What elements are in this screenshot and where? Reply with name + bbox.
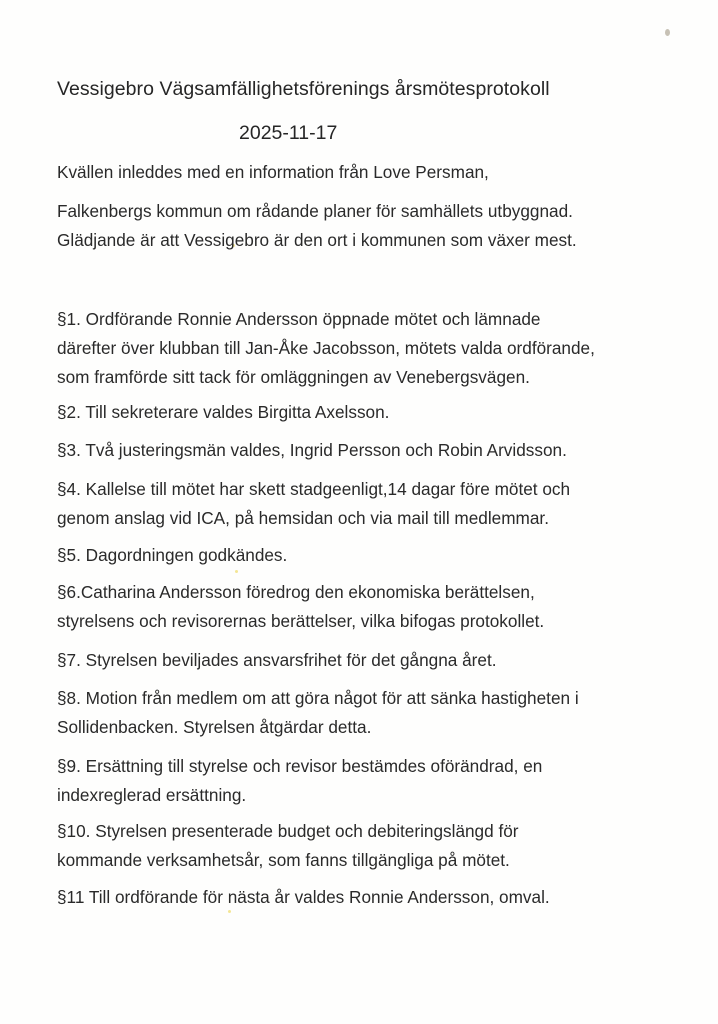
document-title: Vessigebro Vägsamfällighetsförenings årsmötesprotokoll xyxy=(57,78,550,100)
section-8-line: Sollidenbacken. Styrelsen åtgärdar detta. xyxy=(57,717,372,737)
section-9-line: indexreglerad ersättning. xyxy=(57,785,247,805)
section-1-line: därefter över klubban till Jan-Åke Jacobsson, mötets valda ordförande, xyxy=(57,338,595,358)
section-8-line: §8. Motion från medlem om att göra något för att sänka hastigheten i xyxy=(57,688,579,708)
section-10-line: kommande verksamhetsår, som fanns tillgängliga på mötet. xyxy=(57,850,510,870)
intro-line: Kvällen inleddes med en information från Love Persman, xyxy=(57,162,489,182)
section-4-line: §4. Kallelse till mötet har skett stadgeenligt,14 dagar före mötet och xyxy=(57,479,571,499)
intro-line: Falkenbergs kommun om rådande planer för samhällets utbyggnad. xyxy=(57,201,573,221)
scan-speck xyxy=(235,570,238,573)
scan-speck xyxy=(665,29,670,36)
section-4-line: genom anslag vid ICA, på hemsidan och via mail till medlemmar. xyxy=(57,508,549,528)
section-5-line: §5. Dagordningen godkändes. xyxy=(57,545,288,565)
section-7-line: §7. Styrelsen beviljades ansvarsfrihet för det gångna året. xyxy=(57,650,497,670)
section-1-line: som framförde sitt tack för omläggningen av Venebergsvägen. xyxy=(57,367,530,387)
document-date: 2025-11-17 xyxy=(239,122,338,144)
section-3-line: §3. Två justeringsmän valdes, Ingrid Persson och Robin Arvidsson. xyxy=(57,440,567,460)
section-2-line: §2. Till sekreterare valdes Birgitta Axelsson. xyxy=(57,402,390,422)
section-10-line: §10. Styrelsen presenterade budget och debiteringslängd för xyxy=(57,821,519,841)
section-6-line: styrelsens och revisorernas berättelser, vilka bifogas protokollet. xyxy=(57,611,545,631)
section-11-line: §11 Till ordförande för nästa år valdes Ronnie Andersson, omval. xyxy=(57,887,550,907)
section-1-line: §1. Ordförande Ronnie Andersson öppnade mötet och lämnade xyxy=(57,309,541,329)
section-6-line: §6.Catharina Andersson föredrog den ekonomiska berättelsen, xyxy=(57,582,535,602)
intro-line: Glädjande är att Vessigebro är den ort i kommunen som växer mest. xyxy=(57,230,577,250)
section-9-line: §9. Ersättning till styrelse och revisor bestämdes oförändrad, en xyxy=(57,756,543,776)
